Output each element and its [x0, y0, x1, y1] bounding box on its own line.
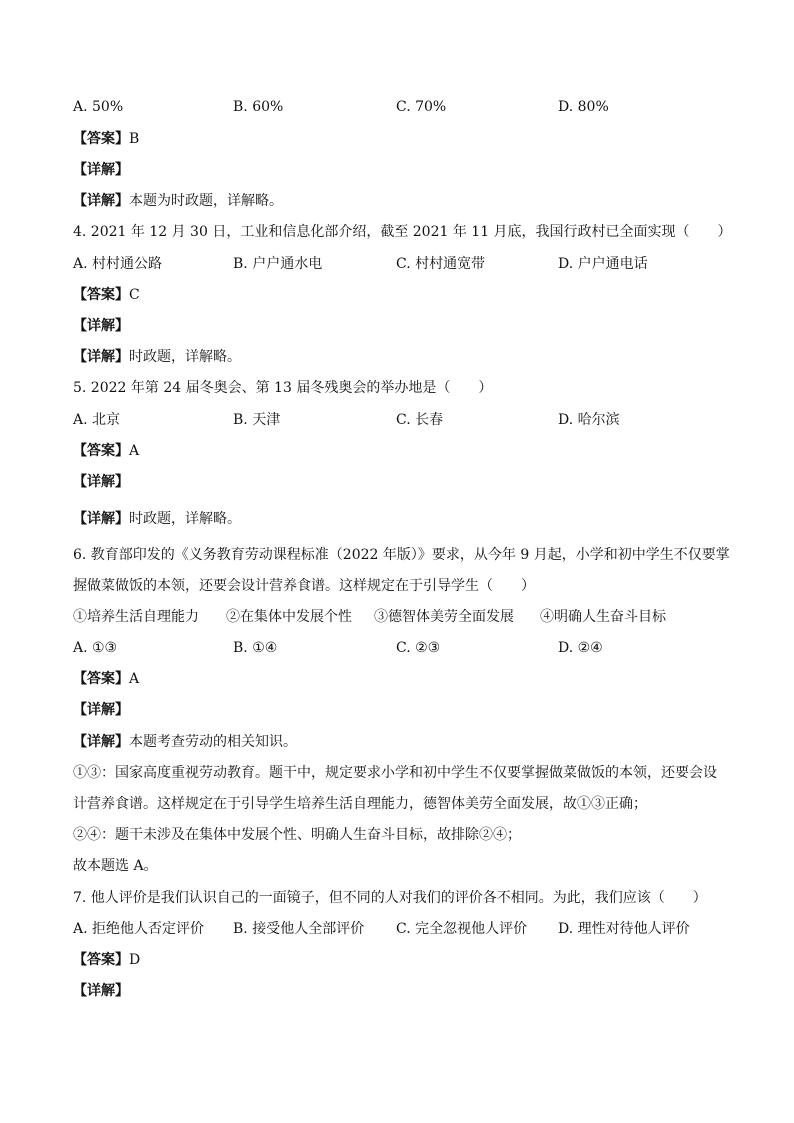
q5-option-c: C. 长春: [396, 412, 444, 428]
q7-option-c: C. 完全忽视他人评价: [396, 921, 528, 937]
q3-option-c: C. 70%: [396, 99, 447, 115]
q5-detail: [73, 509, 728, 529]
q6-statement-4: ④明确人生奋斗目标: [540, 609, 666, 625]
q7-option-d: D. 理性对待他人评价: [558, 921, 690, 937]
q4-detail-heading: 【详解】: [73, 318, 129, 334]
q6-option-d: D. ②④: [558, 640, 603, 656]
q6-stem-line2: 握做菜做饭的本领，还要会设计营养食谱。这样规定在于引导学生（ ）: [73, 578, 535, 594]
q5-option-d: D. 哈尔滨: [558, 412, 620, 428]
q6-answer: [73, 669, 728, 689]
q3-answer-label: 【答案】: [73, 131, 129, 147]
q7-detail-heading: 【详解】: [73, 983, 129, 999]
q6-statement-3: ③德智体美劳全面发展: [374, 609, 514, 625]
q6-answer-label: 【答案】: [73, 671, 129, 687]
q6-option-c: C. ②③: [396, 640, 441, 656]
q4-answer: [73, 285, 728, 305]
q6-detail-heading: 【详解】: [73, 702, 129, 718]
q6-analysis-line3: ②④：题干未涉及在集体中发展个性、明确人生奋斗目标，故排除②④；: [73, 827, 521, 843]
q4-option-a: A. 村村通公路: [73, 256, 163, 272]
q7-answer-label: 【答案】: [73, 952, 129, 968]
q7-stem: 7. 他人评价是我们认识自己的一面镜子，但不同的人对我们的评价各不相同。为此，我们应该（ ）: [73, 890, 707, 906]
q4-option-c: C. 村村通宽带: [396, 256, 486, 272]
q3-option-a: A. 50%: [73, 99, 124, 115]
q5-detail-heading: 【详解】: [73, 474, 129, 490]
q4-detail: [73, 347, 728, 367]
q6-conclusion: 故本题选 A。: [73, 858, 158, 874]
q7-answer: [73, 950, 728, 970]
q5-answer: [73, 441, 728, 461]
q4-detail-label: 【详解】: [73, 349, 129, 365]
q5-detail-text: 时政题，详解略。: [129, 511, 241, 527]
q3-option-d: D. 80%: [558, 99, 609, 115]
q6-statement-1: ①培养生活自理能力: [73, 609, 199, 625]
q3-answer-value: B: [129, 131, 140, 147]
q7-option-a: A. 拒绝他人否定评价: [73, 921, 205, 937]
q6-detail-text: 本题考查劳动的相关知识。: [129, 734, 297, 750]
q3-answer: [73, 129, 728, 149]
q5-answer-label: 【答案】: [73, 443, 129, 459]
q4-option-d: D. 户户通电话: [558, 256, 648, 272]
q5-option-a: A. 北京: [73, 412, 121, 428]
q4-detail-text: 时政题，详解略。: [129, 349, 241, 365]
q5-option-b: B. 天津: [233, 412, 281, 428]
q6-option-a: A. ①③: [73, 640, 118, 656]
q7-option-b: B. 接受他人全部评价: [233, 921, 365, 937]
q6-detail: [73, 732, 728, 752]
q5-detail-label: 【详解】: [73, 511, 129, 527]
q5-answer-value: A: [129, 443, 140, 459]
q3-detail-heading: 【详解】: [73, 162, 129, 178]
q6-option-b: B. ①④: [233, 640, 278, 656]
q6-stem-line1: 6. 教育部印发的《义务教育劳动课程标准（2022 年版）》要求，从今年 9 月起，小学和初中学生不仅要掌: [73, 547, 730, 563]
q3-detail-label: 【详解】: [73, 193, 129, 209]
q6-analysis-line1: ①③：国家高度重视劳动教育。题干中，规定要求小学和初中学生不仅要掌握做菜做饭的本领，还要会设: [73, 765, 717, 781]
q7-answer-value: D: [129, 952, 141, 968]
q4-stem: 4. 2021 年 12 月 30 日，工业和信息化部介绍，截至 2021 年 11 月底，我国行政村已全面实现（ ）: [73, 224, 732, 240]
q5-stem: 5. 2022 年第 24 届冬奥会、第 13 届冬残奥会的举办地是（ ）: [73, 380, 493, 396]
q6-answer-value: A: [129, 671, 140, 687]
q6-detail-label: 【详解】: [73, 734, 129, 750]
q6-analysis-line2: 计营养食谱。这样规定在于引导学生培养生活自理能力，德智体美劳全面发展，故①③正确；: [73, 796, 647, 812]
q6-statement-2: ②在集体中发展个性: [226, 609, 352, 625]
q3-detail: [73, 191, 728, 211]
q4-option-b: B. 户户通水电: [233, 256, 323, 272]
q4-answer-label: 【答案】: [73, 287, 129, 303]
q4-answer-value: C: [129, 287, 140, 303]
q3-option-b: B. 60%: [233, 99, 284, 115]
q3-detail-text: 本题为时政题，详解略。: [129, 193, 283, 209]
